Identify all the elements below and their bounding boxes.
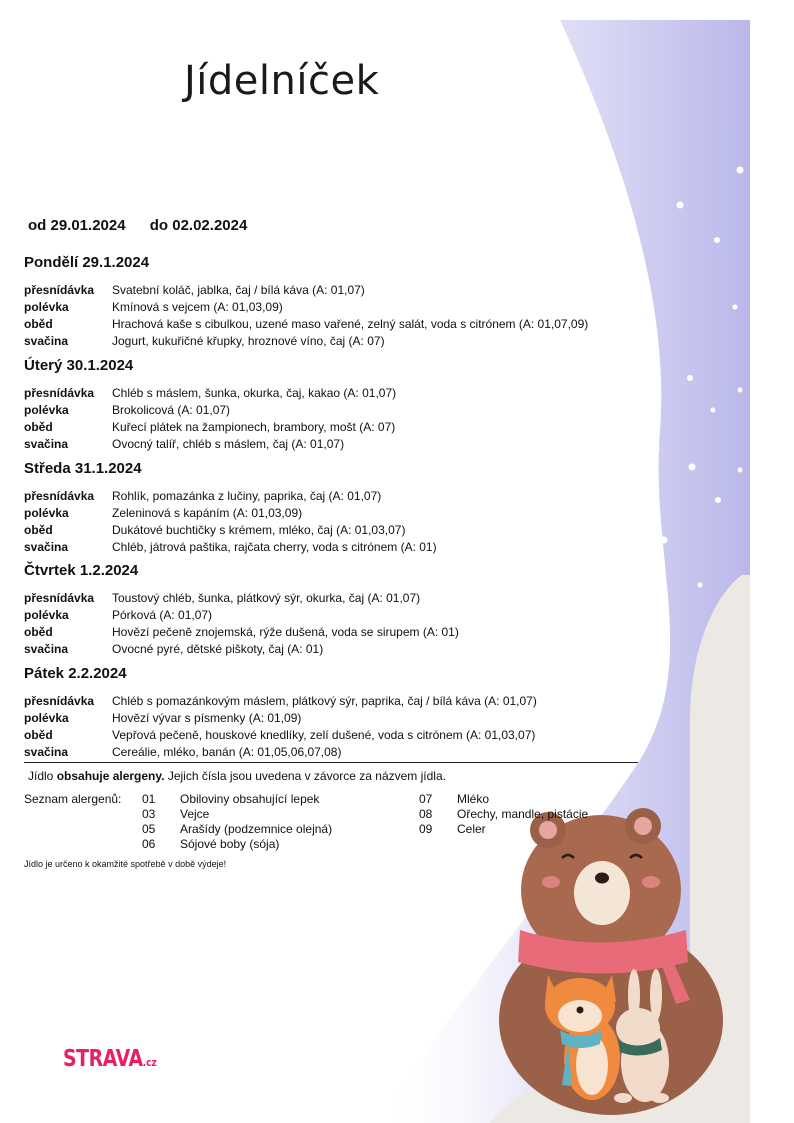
- meal-row: [24, 522, 437, 539]
- meal-dish: Kuřecí plátek na žampionech, brambory, mošt (A: 07): [112, 420, 396, 434]
- day-section: [24, 459, 437, 556]
- allergen-note: [28, 769, 446, 783]
- meal-row: [24, 744, 537, 761]
- meal-row: [24, 333, 588, 350]
- allergen-name: Arašídy (podzemnice olejná): [180, 822, 333, 836]
- meal-row: [24, 641, 459, 658]
- meal-row: [24, 436, 396, 453]
- day-title: Úterý 30.1.2024: [24, 357, 134, 374]
- meal-dish: Jogurt, kukuřičné křupky, hroznové víno, čaj (A: 07): [112, 334, 385, 348]
- day-section: [24, 664, 537, 761]
- meal-dish: Kmínová s vejcem (A: 01,03,09): [112, 300, 283, 314]
- allergen-name: Vejce: [180, 807, 210, 821]
- day-title: Středa 31.1.2024: [24, 460, 142, 477]
- meal-type: oběd: [24, 420, 53, 434]
- divider-line: [24, 762, 638, 763]
- meal-dish: Zeleninová s kapáním (A: 01,03,09): [112, 506, 303, 520]
- meal-type: přesnídávka: [24, 283, 95, 297]
- meal-row: [24, 590, 459, 607]
- allergen-item: [142, 792, 319, 807]
- meal-dish: Brokolicová (A: 01,07): [112, 403, 231, 417]
- meal-type: svačina: [24, 334, 69, 348]
- meal-type: přesnídávka: [24, 386, 95, 400]
- meal-type: svačina: [24, 437, 69, 451]
- meal-row: [24, 710, 537, 727]
- day-section: [24, 356, 396, 453]
- allergen-name: Mléko: [457, 792, 490, 806]
- meal-type: oběd: [24, 728, 53, 742]
- allergen-name: Sójové boby (sója): [180, 837, 280, 851]
- day-section: [24, 253, 588, 350]
- meal-row: [24, 299, 588, 316]
- meal-dish: Chléb s máslem, šunka, okurka, čaj, kakao (A: 01,07): [112, 386, 397, 400]
- meal-row: [24, 607, 459, 624]
- meal-dish: Chléb s pomazánkovým máslem, plátkový sýr, paprika, čaj / bílá káva (A: 01,07): [112, 694, 537, 708]
- meal-type: svačina: [24, 745, 69, 759]
- allergen-code: 07: [419, 792, 433, 806]
- day-title: Pátek 2.2.2024: [24, 665, 127, 682]
- allergen-item: [142, 822, 332, 837]
- allergen-item: [142, 837, 279, 852]
- meal-dish: Ovocný talíř, chléb s máslem, čaj (A: 01,07): [112, 437, 345, 451]
- menu-period: [28, 217, 267, 234]
- allergen-code: 08: [419, 807, 433, 821]
- allergen-item: [142, 807, 209, 822]
- meal-type: polévka: [24, 711, 69, 725]
- period-to: do 02.02.2024: [149, 217, 248, 234]
- allergen-name: Celer: [457, 822, 486, 836]
- meal-dish: Pórková (A: 01,07): [112, 608, 213, 622]
- meal-dish: Cereálie, mléko, banán (A: 01,05,06,07,08): [112, 745, 342, 759]
- period-from: od 29.01.2024: [28, 217, 126, 234]
- meal-type: přesnídávka: [24, 694, 95, 708]
- meal-dish: Rohlík, pomazánka z lučiny, paprika, čaj (A: 01,07): [112, 489, 382, 503]
- meal-row: [24, 488, 437, 505]
- meal-row: [24, 624, 459, 641]
- allergen-code: 06: [142, 837, 156, 851]
- allergen-name: Ořechy, mandle, pistácie: [457, 807, 589, 821]
- meal-dish: Svatební koláč, jablka, čaj / bílá káva (A: 01,07): [112, 283, 365, 297]
- meal-row: [24, 385, 396, 402]
- meal-row: [24, 316, 588, 333]
- allergen-code: 05: [142, 822, 156, 836]
- allergen-code: 03: [142, 807, 156, 821]
- meal-dish: Hovězí pečeně znojemská, rýže dušená, voda se sirupem (A: 01): [112, 625, 459, 639]
- meal-type: oběd: [24, 317, 53, 331]
- meal-dish: Toustový chléb, šunka, plátkový sýr, okurka, čaj (A: 01,07): [112, 591, 421, 605]
- meal-row: [24, 727, 537, 744]
- allergen-item: [419, 807, 588, 822]
- allergen-note-bold: obsahuje alergeny.: [56, 769, 165, 783]
- allergen-code: 01: [142, 792, 156, 806]
- meal-row: [24, 505, 437, 522]
- meal-dish: Hrachová kaše s cibulkou, uzené maso vařené, zelný salát, voda s citrónem (A: 01,07,09): [112, 317, 589, 331]
- logo-suffix: .cz: [142, 1056, 157, 1069]
- meal-row: [24, 419, 396, 436]
- meal-row: [24, 402, 396, 419]
- day-section: [24, 561, 459, 658]
- meal-type: svačina: [24, 540, 69, 554]
- allergen-note-pre: Jídlo: [28, 769, 57, 783]
- meal-dish: Ovocné pyré, dětské piškoty, čaj (A: 01): [112, 642, 324, 656]
- meal-type: svačina: [24, 642, 69, 656]
- meal-type: polévka: [24, 608, 69, 622]
- meal-dish: Dukátové buchtičky s krémem, mléko, čaj (A: 01,03,07): [112, 523, 406, 537]
- page-title: Jídelníček: [184, 58, 380, 104]
- allergen-list-label: Seznam alergenů:: [24, 792, 122, 806]
- footer-note: Jídlo je určeno k okamžité spotřebě v době výdeje!: [24, 859, 227, 869]
- logo-main: STRAVA: [63, 1046, 143, 1072]
- strava-logo[interactable]: [63, 1046, 157, 1072]
- meal-type: přesnídávka: [24, 489, 95, 503]
- meal-row: [24, 693, 537, 710]
- meal-dish: Hovězí vývar s písmenky (A: 01,09): [112, 711, 302, 725]
- meal-dish: Vepřová pečeně, houskové knedlíky, zelí dušené, voda s citrónem (A: 01,03,07): [112, 728, 536, 742]
- allergen-code: 09: [419, 822, 433, 836]
- meal-type: oběd: [24, 625, 53, 639]
- meal-type: polévka: [24, 403, 69, 417]
- meal-row: [24, 282, 588, 299]
- meal-type: přesnídávka: [24, 591, 95, 605]
- allergen-item: [419, 792, 489, 807]
- meal-type: polévka: [24, 506, 69, 520]
- meal-type: polévka: [24, 300, 69, 314]
- meal-row: [24, 539, 437, 556]
- meal-dish: Chléb, játrová paštika, rajčata cherry, voda s citrónem (A: 01): [112, 540, 437, 554]
- day-title: Pondělí 29.1.2024: [24, 254, 150, 271]
- allergen-name: Obiloviny obsahující lepek: [180, 792, 320, 806]
- allergen-note-post: Jejich čísla jsou uvedena v závorce za názvem jídla.: [164, 769, 446, 783]
- meal-type: oběd: [24, 523, 53, 537]
- day-title: Čtvrtek 1.2.2024: [24, 562, 139, 579]
- allergen-item: [419, 822, 486, 837]
